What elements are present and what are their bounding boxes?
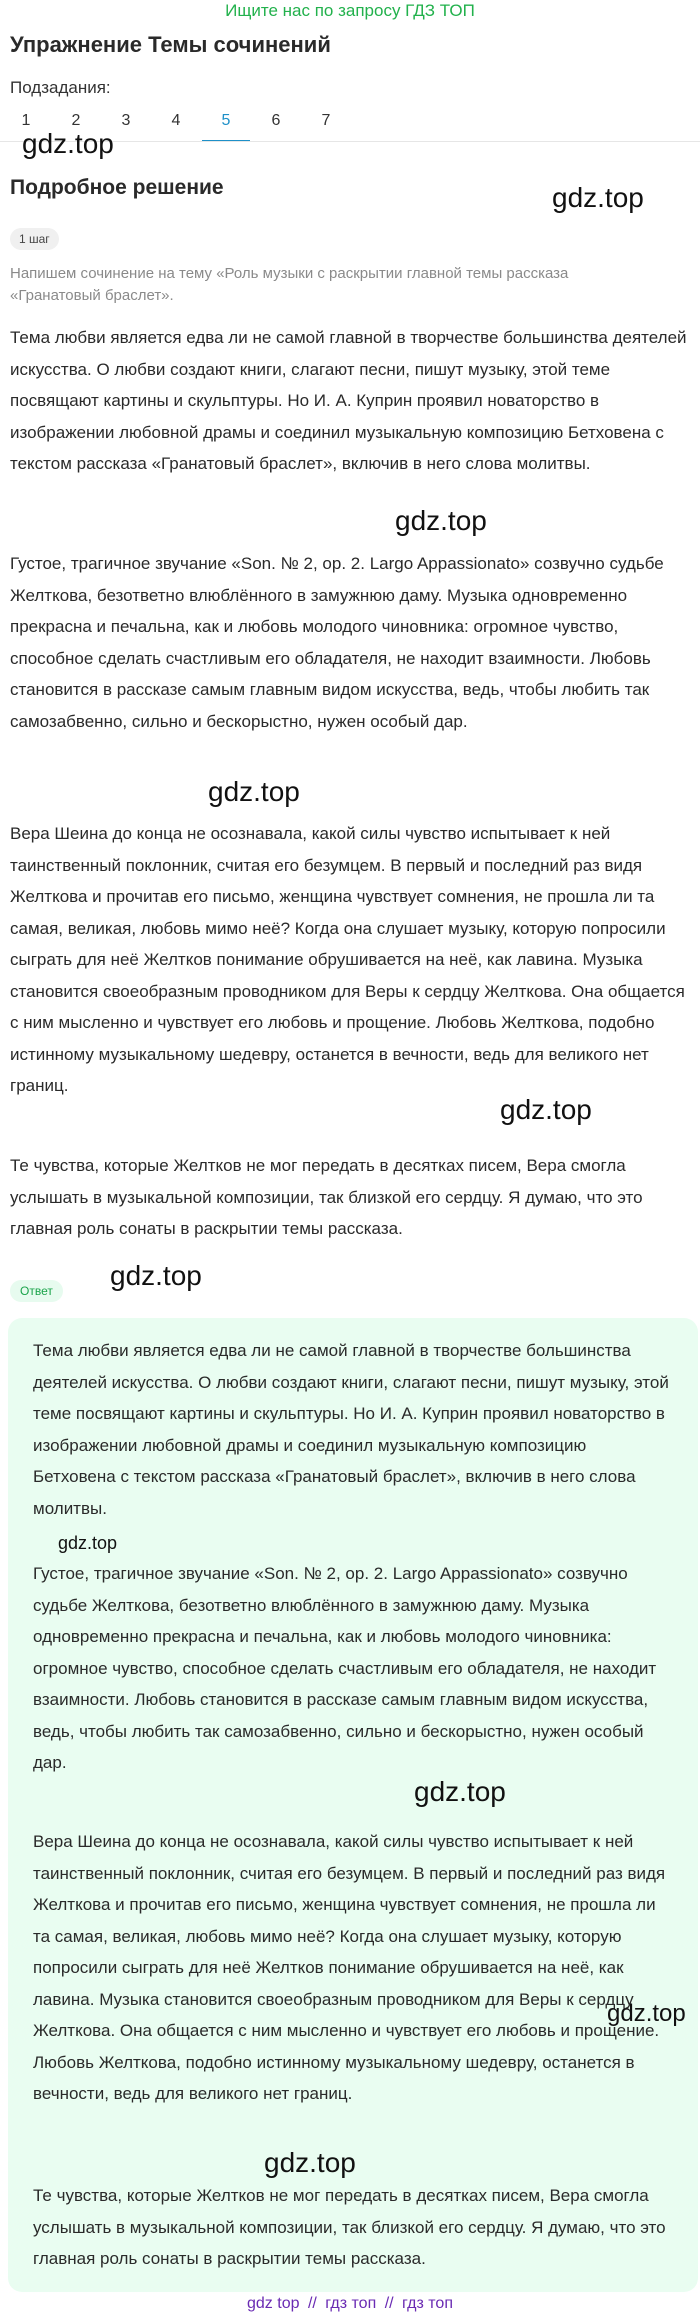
footer-link[interactable]: гдз топ [402, 2295, 453, 2312]
watermark: gdz.top [110, 1260, 202, 1291]
subtask-tab-5[interactable]: 5 [202, 104, 250, 142]
footer-separator: // [384, 2295, 394, 2312]
solution-paragraph: Вера Шеина до конца не осознавала, какой силы чувство испытывает к ней таинственный поклонник, считая его безумцем. В первый и последний раз видя Желткова и прочитав его письмо, женщина чувствует сомнения, не прошла ли та самая, великая, любовь мимо неё? Когда она слушает музыку, которую попросили сыграть для неё Желтков понимание обрушивается на неё, как лавина. Музыка становится своеобразным проводником для Веры к сердцу Желткова. Она общается с ним мысленно и чувствует его любовь и прощение. Любовь Желткова, подобно истинному музыкальному шедевру, останется в вечности, ведь для великого нет границ. [10, 824, 685, 1095]
answer-paragraph: Густое, трагичное звучание «Son. № 2, op. 2. Largo Appassionato» созвучно судьбе Желткова, безответно влюблённого в замужнюю даму. Музыка одновременно прекрасна и печальна, как и любовь молодого чиновника: огромное чувство, способное сделать счастливым его обладателя, не находит взаимности. Любовь становится в рассказе самым главным видом искусства, ведь, чтобы любить так самозабвенно, сильно и бескорыстно, нужен особый дар. [33, 1564, 657, 1772]
answer-paragraph: Те чувства, которые Желтков не мог передать в десятках писем, Вера смогла услышать в музыкальной композиции, так близкой его сердцу. Я думаю, что это главная роль сонаты в раскрытии темы рассказа. [33, 2186, 666, 2268]
step-badge: 1 шаг [10, 228, 59, 250]
footer-separator: // [307, 2295, 317, 2312]
watermark: gdz.top [22, 128, 114, 159]
solution-paragraph: Те чувства, которые Желтков не мог передать в десятках писем, Вера смогла услышать в музыкальной композиции, так близкой его сердцу. Я думаю, что это главная роль сонаты в раскрытии темы рассказа. [10, 1156, 643, 1238]
answer-badge: Ответ [10, 1280, 63, 1302]
search-banner: Ищите нас по запросу ГДЗ ТОП [225, 1, 475, 20]
subtasks-label: Подзадания: [10, 78, 111, 97]
footer-links [0, 2293, 700, 2315]
subtask-tab-2[interactable]: 2 [71, 112, 81, 129]
footer-link[interactable]: гдз топ [325, 2295, 377, 2312]
subtask-tab-6[interactable]: 6 [271, 112, 281, 129]
watermark: gdz.top [58, 1533, 118, 1553]
page-title: Упражнение Темы сочинений [10, 32, 331, 57]
solution-paragraph: Густое, трагичное звучание «Son. № 2, op. 2. Largo Appassionato» созвучно судьбе Желткова, безответно влюблённого в замужнюю даму. Музыка одновременно прекрасна и печальна, как и любовь молодого чиновника: огромное чувство, способное сделать счастливым его обладателя, не находит взаимности. Любовь становится в рассказе самым главным видом искусства, ведь, чтобы любить так самозабвенно, сильно и бескорыстно, нужен особый дар. [10, 554, 664, 731]
answer-paragraph: Вера Шеина до конца не осознавала, какой силы чувство испытывает к ней таинственный поклонник, считая его безумцем. В первый и последний раз видя Желткова и прочитав его письмо, женщина чувствует сомнения, не прошла ли та самая, великая, любовь мимо неё? Когда она слушает музыку, которую попросили сыграть для неё Желтков понимание обрушивается на неё, как лавина. Музыка становится своеобразным проводником для Веры к сердцу Желткова. Она общается с ним мысленно и чувствует его любовь и прощение. Любовь Желткова, подобно истинному музыкальному шедевру, останется в вечности, ведь для великого нет границ. [33, 1832, 666, 2103]
footer-link[interactable]: gdz top [247, 2295, 300, 2312]
subtask-tab-7[interactable]: 7 [321, 112, 331, 129]
watermark: gdz.top [414, 1776, 506, 1807]
solution-intro: Напишем сочинение на тему «Роль музыки с раскрытии главной темы рассказа «Гранатовый браслет». [10, 265, 569, 304]
subtask-tab-3[interactable]: 3 [121, 112, 131, 129]
solution-paragraph: Тема любви является едва ли не самой главной в творчестве большинства деятелей искусства. О любви создают книги, слагают песни, пишут музыку, этой теме посвящают картины и скульптуры. Но И. А. Куприн проявил новаторство в изображении любовной драмы и соединил музыкальную композицию Бетховена с текстом рассказа «Гранатовый браслет», включив в него слова молитвы. [10, 328, 687, 473]
subtask-tab-1[interactable]: 1 [21, 112, 31, 129]
answer-paragraph: Тема любви является едва ли не самой главной в творчестве большинства деятелей искусства. О любви создают книги, слагают песни, пишут музыку, этой теме посвящают картины и скульптуры. Но И. А. Куприн проявил новаторство в изображении любовной драмы и соединил музыкальную композицию Бетховена с текстом рассказа «Гранатовый браслет», включив в него слова молитвы. [33, 1341, 669, 1518]
watermark: gdz.top [395, 505, 487, 536]
subtask-tab-4[interactable]: 4 [171, 112, 181, 129]
watermark: gdz.top [500, 1094, 592, 1125]
watermark: gdz.top [264, 2147, 356, 2178]
watermark: gdz.top [607, 2000, 686, 2027]
watermark: gdz.top [552, 182, 644, 213]
solution-heading: Подробное решение [10, 176, 224, 199]
watermark: gdz.top [208, 776, 300, 807]
